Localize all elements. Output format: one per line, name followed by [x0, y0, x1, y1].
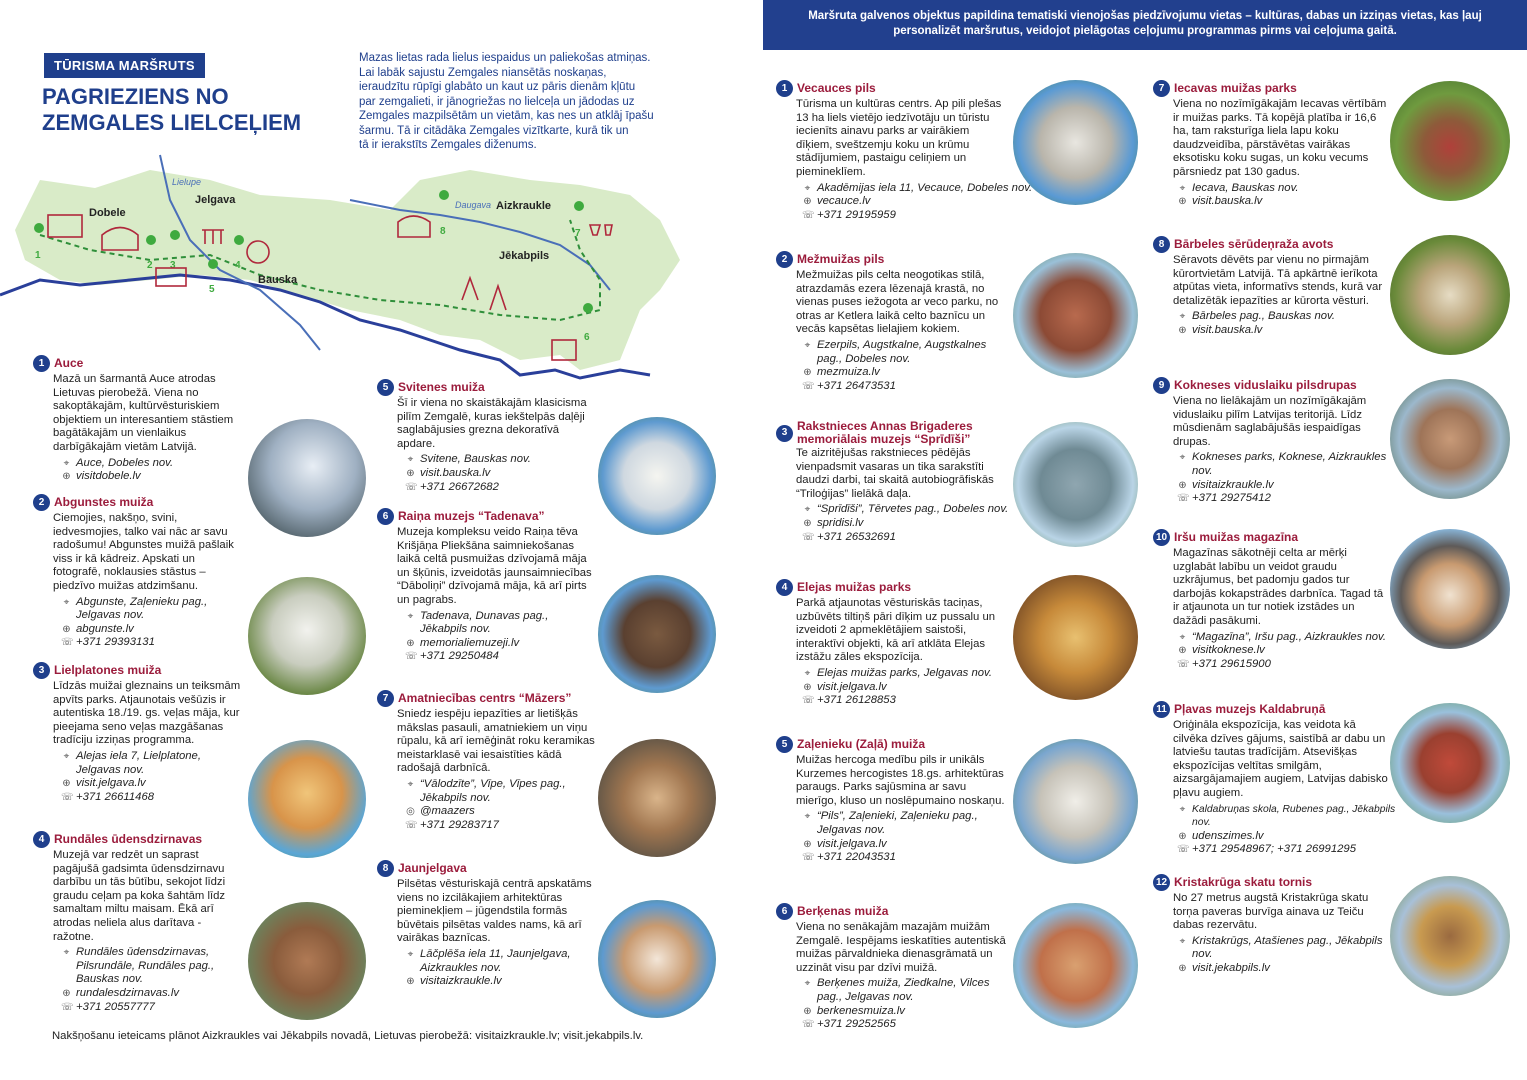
- extra-item: [1153, 236, 1388, 338]
- globe-icon: ⊕: [1178, 324, 1187, 336]
- globe-icon: ⊕: [803, 196, 812, 208]
- item-number: 7: [377, 690, 394, 707]
- photo-lielplatone: [248, 740, 366, 858]
- photo-rundale: [248, 902, 366, 1020]
- phone-icon: ☏: [802, 531, 815, 543]
- city-label: Bauska: [258, 274, 298, 286]
- extra-item: [1153, 80, 1388, 209]
- item-title: Lielplatones muiža: [54, 663, 162, 677]
- item-website[interactable]: visitkoknese.lv: [1192, 644, 1265, 657]
- item-number: 6: [776, 903, 793, 920]
- item-number: 2: [33, 494, 50, 511]
- item-website[interactable]: @maazers: [420, 805, 475, 818]
- item-address: “Pils”, Zaļenieki, Zaļenieku pag., Jelgavas nov.: [817, 810, 978, 836]
- item-phone: +371 29393131: [76, 636, 155, 649]
- item-address: Ezerpils, Augstkalne, Augstkalnes pag., Dobeles nov.: [817, 338, 987, 365]
- phone-icon: ☏: [61, 1001, 74, 1013]
- photo-koknese: [1390, 379, 1510, 499]
- item-address: Svitene, Bauskas nov.: [420, 453, 531, 466]
- marker-pin-icon: [574, 201, 584, 211]
- item-website[interactable]: visitaizkraukle.lv: [1192, 478, 1274, 491]
- marker-label: 1: [35, 250, 41, 261]
- marker-pin-icon: [146, 235, 156, 245]
- item-address: Lāčplēša iela 11, Jaunjelgava, Aizkraukles nov.: [420, 947, 571, 974]
- location-pin-icon: ⌖: [407, 778, 414, 790]
- item-website[interactable]: visitdobele.lv: [76, 470, 141, 483]
- photo-vecauce: [1013, 80, 1138, 205]
- extra-item: [776, 251, 1008, 393]
- item-description: No 27 metrus augstā Kristakrūga skatu torņa paveras burvīga ainava uz Teiču dabas rezervātu.: [1173, 892, 1369, 932]
- location-pin-icon: ⌖: [804, 978, 811, 990]
- globe-icon: ⊕: [62, 623, 71, 635]
- route-item: [377, 379, 597, 494]
- item-title: Amatniecības centrs “Māzers”: [398, 691, 572, 705]
- marker-label: 3: [170, 260, 176, 271]
- photo-barbele: [1390, 235, 1510, 355]
- instagram-icon: ◎: [406, 806, 415, 818]
- item-address: Kaldabruņas skola, Rubenes pag., Jēkabpils nov.: [1192, 803, 1396, 829]
- photo-svitene: [598, 417, 716, 535]
- item-description: Muižas hercoga medību pils ir unikāls Kurzemes hercogistes 18.gs. arhitektūras paraugs. Parks sajūsmina ar savu mierīgo, kluso un noslēpumaino noskaņu.: [796, 754, 1005, 807]
- item-phone: +371 29275412: [1192, 492, 1271, 505]
- photo-eleja: [1013, 575, 1138, 700]
- location-pin-icon: ⌖: [407, 610, 414, 622]
- photo-tadenava: [598, 575, 716, 693]
- item-address: “Sprīdīši”, Tērvetes pag., Dobeles nov.: [817, 503, 1009, 516]
- item-website[interactable]: spridisi.lv: [817, 516, 864, 529]
- item-description: Mazā un šarmantā Auce atrodas Lietuvas pierobežā. Viena no sakoptākajām, kultūrvēsturiskiem objektiem un interesantiem stāstiem bagātākajām un vienlaikus darbīgākajām vietām Latvijā.: [53, 373, 234, 453]
- marker-label: 6: [584, 332, 590, 343]
- item-number: 9: [1153, 377, 1170, 394]
- globe-icon: ⊕: [1178, 645, 1187, 657]
- item-description: Magazīnas sākotnēji celta ar mērķi uzglabāt labību un veidot graudu uzkrājumus, bet padomju gados tur darbojās kokapstrādes darbnīca. Tagad tā ir atjaunota un tur notiek izstādes un dažādi pasākumi.: [1173, 547, 1384, 627]
- item-address: Auce, Dobeles nov.: [76, 456, 174, 469]
- photo-auce: [248, 419, 366, 537]
- marker-label: 7: [575, 228, 581, 239]
- intro-text: Mazas lietas rada lielus iespaidus un paliekošas atmiņas. Lai labāk sajustu Zemgales niansētās noskaņas, ieraudzītu rūpīgi glabāto un kaut uz pāris dienām kļūtu par zemgalieti, ir jānogriežas no lielceļa un jādodas uz Zemgales mazpilsētām un vietām, kas nes un atklāj īpašu šarmu. Tā ir citādāka Zemgales vizītkarte, kurā tik un tā ir ierakstīts Zemgales diženums.: [359, 52, 654, 151]
- item-title: Abgunstes muiža: [54, 495, 154, 509]
- globe-icon: ⊕: [803, 367, 812, 379]
- phone-icon: ☏: [802, 1019, 815, 1031]
- phone-icon: ☏: [405, 481, 418, 493]
- item-number: 4: [776, 579, 793, 596]
- globe-icon: ⊕: [406, 976, 415, 988]
- item-title: Berķenas muiža: [797, 904, 889, 918]
- item-description: Parkā atjaunotas vēsturiskās taciņas, uzbūvēts tiltiņš pāri dīķim uz pussalu un izveidoti 2 apmeklētājiem saistoši, interaktīvi objekti, kā arī atklāta Elejas izstāžu zāles ekspozīcija.: [796, 597, 996, 664]
- phone-icon: ☏: [1177, 658, 1190, 670]
- route-badge: TŪRISMA MARŠRUTS: [44, 53, 205, 78]
- city-label: Aizkraukle: [496, 200, 552, 212]
- item-address: Kristakrūgs, Atašienes pag., Jēkabpils nov.: [1192, 934, 1383, 961]
- photo-iecava: [1390, 81, 1510, 201]
- item-title: Auce: [54, 356, 84, 370]
- item-address: Elejas muižas parks, Jelgavas nov.: [817, 666, 992, 679]
- item-description: Viena no lielākajām un nozīmīgākajām viduslaiku pilīm Latvijas teritorijā. Līdz mūsdienām saglabājušās iespaidīgas drupas.: [1173, 395, 1367, 448]
- item-website[interactable]: berkenesmuiza.lv: [817, 1004, 905, 1017]
- extra-item: [1153, 701, 1413, 857]
- route-item: [33, 494, 245, 650]
- item-number: 7: [1153, 80, 1170, 97]
- item-phone: +371 22043531: [817, 851, 896, 864]
- item-description: Šī ir viena no skaistākajām klasicisma pilīm Zemgalē, kuras iekštelpās daļēji saglabājusies grezna dekoratīvā apdare.: [397, 397, 587, 450]
- river-label: Daugava: [455, 200, 492, 210]
- phone-icon: ☏: [1177, 844, 1190, 856]
- item-phone: +371 29250484: [420, 650, 499, 663]
- palace-icon: [202, 230, 224, 244]
- location-pin-icon: ⌖: [804, 339, 811, 351]
- photo-abgunste: [248, 577, 366, 695]
- item-number: 5: [776, 736, 793, 753]
- item-address: “Magazīna”, Iršu pag., Aizkraukles nov.: [1192, 630, 1387, 643]
- globe-icon: ⊕: [62, 778, 71, 790]
- marker-pin-icon: [583, 303, 593, 313]
- phone-icon: ☏: [61, 791, 74, 803]
- item-description: Te aizritējušas rakstnieces pēdējās vienpadsmit vasaras un tika sarakstīti daudzi darbi, tai skaitā autobiogrāfiskās “Triloģijas” lielākā daļa.: [796, 447, 994, 500]
- item-number: 1: [33, 355, 50, 372]
- location-pin-icon: ⌖: [407, 948, 414, 960]
- globe-icon: ⊕: [803, 1005, 812, 1017]
- info-banner: Maršruta galvenos objektus papildina tematiski vienojošas piedzīvojumu vietas – kultūras, dabas un izziņas vietas, kas ļauj personalizēt maršrutus, veidojot pielāgotas ceļojumu programmas pirms vai ceļojuma gaitā.: [763, 0, 1527, 50]
- location-pin-icon: ⌖: [407, 454, 414, 466]
- item-phone: +371 26532691: [817, 530, 896, 543]
- item-phone: +371 29195959: [817, 208, 896, 221]
- item-address: Akadēmijas iela 11, Vecauce, Dobeles nov.: [817, 181, 1033, 194]
- city-label: Jelgava: [195, 194, 236, 206]
- item-title: Kokneses viduslaiku pilsdrupas: [1174, 378, 1357, 392]
- item-description: Pilsētas vēsturiskajā centrā apskatāms viens no izcilākajiem arhitektūras pieminekļiem – jūgendstila formās būvētais pilsētas valdes nams, kā arī vairākas baznīcas.: [397, 878, 592, 945]
- marker-label: 4: [235, 260, 241, 271]
- item-title: Elejas muižas parks: [797, 580, 912, 594]
- marker-label: 2: [147, 260, 153, 271]
- photo-irsi: [1390, 529, 1510, 649]
- location-pin-icon: ⌖: [804, 182, 811, 194]
- item-number: 3: [33, 662, 50, 679]
- marker-pin-icon: [234, 235, 244, 245]
- item-website[interactable]: visit.bauska.lv: [420, 466, 491, 479]
- route-item: [377, 508, 597, 664]
- item-phone: +371 26611468: [76, 790, 155, 803]
- marker-label: 8: [440, 226, 446, 237]
- extra-item: [1153, 377, 1388, 506]
- item-description: Viena no nozīmīgākajām Iecavas vērtībām ir muižas parks. Tā kopējā platība ir 16,6 ha, tam raksturīga liela lapu koku daudzveidība, pārstāvētas vairākas eksotisku koku sugas, un koku vecums pārsniedz pat 130 gadus.: [1173, 98, 1387, 178]
- item-phone: +371 20557777: [76, 1000, 155, 1013]
- item-description: Muzeja kompleksu veido Raiņa tēva Krišjāņa Pliekšāna saimniekošanas laikā celtā pusmuižas dzīvojamā māja un šķūnis, izveidotās jaunsaimniecības “Dāboliņi” dzīvojamā māja, kā arī pirts un pagrabs.: [397, 526, 592, 606]
- globe-icon: ⊕: [406, 467, 415, 479]
- location-pin-icon: ⌖: [1179, 803, 1186, 815]
- item-phone: +371 26128853: [817, 694, 896, 707]
- item-phone: +371 29615900: [1192, 657, 1271, 670]
- globe-icon: ⊕: [803, 681, 812, 693]
- item-number: 10: [1153, 529, 1170, 546]
- item-description: Oriģināla ekspozīcija, kas veidota kā cilvēka dzīves gājums, saistībā ar dabu un latviešu tautas tradīcijām. Atsevišķas ekspozīcijas veltītas smilgām, aizsargājamajiem augiem, Latvijas dabisko pļavu augiem.: [1173, 719, 1388, 799]
- item-address: Rundāles ūdensdzirnavas, Pilsrundāle, Rundāles pag., Bauskas nov.: [76, 946, 215, 986]
- item-title: Mežmuižas pils: [797, 252, 885, 266]
- location-pin-icon: ⌖: [1179, 631, 1186, 643]
- extra-item: [776, 80, 1033, 222]
- item-phone: +371 29548967; +371 26991295: [1192, 843, 1356, 856]
- photo-berkene: [1013, 903, 1138, 1028]
- route-item: [377, 690, 599, 832]
- item-phone: +371 29252565: [817, 1018, 896, 1031]
- globe-icon: ⊕: [62, 987, 71, 999]
- item-title: Rundāles ūdensdzirnavas: [54, 832, 203, 846]
- item-website[interactable]: visit.jelgava.lv: [76, 777, 146, 790]
- page-title: PAGRIEZIENS NO ZEMGALES LIELCEĻIEM: [42, 84, 302, 135]
- extra-item: [776, 736, 1008, 865]
- item-description: Viena no senākajām mazajām muižām Zemgalē. Iespējams ieskatīties autentiskā muižas pārvaldnieka dienasgrāmatā un uzzināt visu par dzīvi muižā.: [796, 921, 1006, 974]
- item-address: Iecava, Bauskas nov.: [1192, 181, 1299, 194]
- item-number: 2: [776, 251, 793, 268]
- footnote: Nakšņošanu ieteicams plānot Aizkraukles vai Jēkabpils novadā, Lietuvas pierobežā: visitaizkraukle.lv; visit.jekabpils.lv.: [52, 1030, 644, 1042]
- item-website[interactable]: visitaizkraukle.lv: [420, 975, 502, 988]
- item-number: 12: [1153, 874, 1170, 891]
- route-item: [377, 860, 599, 989]
- location-pin-icon: ⌖: [804, 667, 811, 679]
- item-website[interactable]: mezmuiza.lv: [817, 366, 880, 379]
- marker-pin-icon: [170, 230, 180, 240]
- item-title: Pļavas muzejs Kaldabruņā: [1174, 702, 1326, 716]
- item-title: Rakstnieces Annas Brigaderes memoriālais muzejs “Sprīdīši”: [797, 419, 973, 446]
- item-number: 8: [377, 860, 394, 877]
- phone-icon: ☏: [1177, 493, 1190, 505]
- location-pin-icon: ⌖: [63, 596, 70, 608]
- item-website[interactable]: abgunste.lv: [76, 622, 134, 635]
- location-pin-icon: ⌖: [1179, 935, 1186, 947]
- globe-icon: ⊕: [406, 637, 415, 649]
- item-description: Muzejā var redzēt un saprast pagājušā gadsimta ūdensdzirnavu darbību un tās būtību, sekojot līdzi graudu ceļam pa koka šahtām līdz samaltam miltu maisam. Ēkā arī atrodas neliela alus darītava - ražotne.: [53, 849, 226, 943]
- item-website[interactable]: visit.jekabpils.lv: [1192, 961, 1270, 974]
- phone-icon: ☏: [802, 852, 815, 864]
- item-number: 4: [33, 831, 50, 848]
- location-pin-icon: ⌖: [63, 947, 70, 959]
- extra-item: [1153, 874, 1388, 976]
- item-number: 11: [1153, 701, 1170, 718]
- globe-icon: ⊕: [1178, 962, 1187, 974]
- marker-pin-icon: [34, 223, 44, 233]
- marker-pin-icon: [439, 190, 449, 200]
- photo-mazers: [598, 739, 716, 857]
- item-number: 8: [1153, 236, 1170, 253]
- globe-icon: ⊕: [1178, 830, 1187, 842]
- route-item: [33, 662, 245, 804]
- item-description: Līdzās muižai gleznains un teiksmām apvīts parks. Atjaunotais vešūzis ir autentiska 18./19. gs. veļas māja, kur pieejama seno veļas mazgāšanas tradīciju izziņas programma.: [53, 680, 241, 747]
- item-title: Iršu muižas magazīna: [1174, 530, 1299, 544]
- photo-kristakrugs: [1390, 876, 1510, 996]
- item-website[interactable]: rundalesdzirnavas.lv: [76, 986, 179, 999]
- item-website[interactable]: visit.bauska.lv: [1192, 195, 1263, 208]
- item-description: Mežmuižas pils celta neogotikas stilā, atrazdamās ezera lēzenajā krastā, no vienas puses iežogota ar veco parku, no otras ar Ketlera laikā celto baznīcu un vecās kapsētas lielajiem kokiem.: [796, 269, 999, 336]
- marker-pin-icon: [208, 259, 218, 269]
- phone-icon: ☏: [802, 209, 815, 221]
- phone-icon: ☏: [405, 819, 418, 831]
- item-description: Ciemojies, nakšņo, svini, iedvesmojies, talko vai nāc ar savu radošumu! Abgunstes muižā pašlaik viss ir kā kādreiz. Apskati un fotografē, noklausies stāstus – piedzīvo muižas atdzimšanu.: [53, 512, 234, 592]
- globe-icon: ⊕: [1178, 196, 1187, 208]
- location-pin-icon: ⌖: [1179, 182, 1186, 194]
- marker-label: 5: [209, 284, 215, 295]
- globe-icon: ⊕: [803, 517, 812, 529]
- location-pin-icon: ⌖: [63, 750, 70, 762]
- item-address: Kokneses parks, Koknese, Aizkraukles nov.: [1192, 451, 1387, 477]
- extra-item: [1153, 529, 1388, 671]
- city-label: Jēkabpils: [499, 250, 550, 262]
- phone-icon: ☏: [802, 380, 815, 392]
- location-pin-icon: ⌖: [1179, 311, 1186, 323]
- globe-icon: ⊕: [1178, 479, 1187, 491]
- photo-zalenieki: [1013, 739, 1138, 864]
- item-number: 1: [776, 80, 793, 97]
- photo-mezmuiza: [1013, 253, 1138, 378]
- item-address: Alejas iela 7, Lielplatone, Jelgavas nov.: [76, 749, 201, 776]
- item-title: Raiņa muzejs “Tadenava”: [398, 509, 545, 523]
- phone-icon: ☏: [405, 651, 418, 663]
- extra-item: [776, 420, 1008, 544]
- item-title: Zaļenieku (Zaļā) muiža: [797, 737, 926, 751]
- item-title: Iecavas muižas parks: [1174, 81, 1297, 95]
- item-description: Sēravots dēvēts par vienu no pirmajām kūrortvietām Latvijā. Tā apkārtnē ierīkota atpūtas vieta, informatīvs stends, kurā var detalizētāk iepazīties ar kūrorta vēsturi.: [1173, 254, 1383, 307]
- item-address: Berķenes muiža, Ziedkalne, Vilces pag., Jelgavas nov.: [817, 977, 990, 1003]
- item-title: Bārbeles sērūdeņraža avots: [1174, 237, 1334, 251]
- item-description: Sniedz iespēju iepazīties ar lietišķās mākslas pasauli, amatniekiem un viņu rūpalu, kā arī iemēģināt roku keramikas meistarklasē vai iesaistīties kādā radošajā darbnīcā.: [397, 708, 595, 775]
- item-address: Tadenava, Dunavas pag., Jēkabpils nov.: [420, 609, 549, 636]
- location-pin-icon: ⌖: [804, 504, 811, 516]
- item-phone: +371 26473531: [817, 379, 896, 392]
- item-phone: +371 29283717: [420, 818, 499, 831]
- globe-icon: ⊕: [62, 471, 71, 483]
- phone-icon: ☏: [61, 637, 74, 649]
- location-pin-icon: ⌖: [804, 811, 811, 823]
- extra-item: [776, 579, 1008, 708]
- map-land: [15, 170, 680, 370]
- route-item: [33, 355, 243, 484]
- route-map: [0, 140, 700, 390]
- item-number: 6: [377, 508, 394, 525]
- item-address: Bārbeles pag., Bauskas nov.: [1192, 310, 1335, 323]
- extra-item: [776, 903, 1008, 1032]
- city-label: Dobele: [89, 207, 126, 219]
- item-description: Tūrisma un kultūras centrs. Ap pili plešas 13 ha liels vietējo iedzīvotāju un tūristu iecienīts ainavu parks ar vairākiem dīķiem, sveštzemju koku un krūmu stādījumiem, pastaigu celiņiem un piemineklīem.: [796, 98, 1002, 178]
- item-website[interactable]: memorialiemuzeji.lv: [420, 636, 520, 649]
- route-item: [33, 831, 245, 1014]
- photo-jaunjelgava: [598, 900, 716, 1018]
- item-number: 3: [776, 425, 793, 442]
- item-website[interactable]: visit.jelgava.lv: [817, 837, 887, 850]
- item-address: Abgunste, Zaļenieku pag., Jelgavas nov.: [76, 595, 208, 622]
- item-title: Vecauces pils: [797, 81, 876, 95]
- location-pin-icon: ⌖: [63, 457, 70, 469]
- location-pin-icon: ⌖: [1179, 452, 1186, 464]
- item-number: 5: [377, 379, 394, 396]
- photo-spridisi: [1013, 422, 1138, 547]
- phone-icon: ☏: [802, 695, 815, 707]
- item-title: Jaunjelgava: [398, 861, 467, 875]
- photo-kaldabruna: [1390, 703, 1510, 823]
- item-website[interactable]: visit.bauska.lv: [1192, 323, 1263, 336]
- item-title: Kristakrūga skatu tornis: [1174, 875, 1313, 889]
- item-phone: +371 26672682: [420, 480, 499, 493]
- globe-icon: ⊕: [803, 838, 812, 850]
- item-website[interactable]: visit.jelgava.lv: [817, 680, 887, 693]
- item-website[interactable]: udenszimes.lv: [1192, 829, 1264, 842]
- item-website[interactable]: vecauce.lv: [817, 195, 871, 208]
- item-title: Svitenes muiža: [398, 380, 485, 394]
- item-address: “Vālodzīte”, Vīpe, Vīpes pag., Jēkabpils nov.: [420, 777, 566, 804]
- river-label: Lielupe: [172, 177, 202, 187]
